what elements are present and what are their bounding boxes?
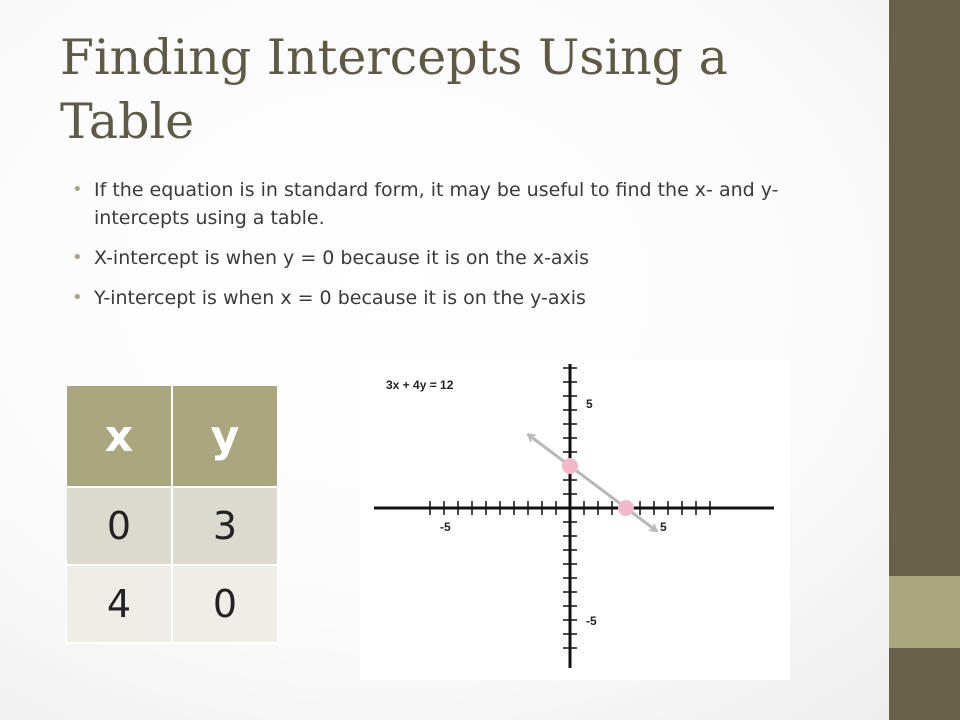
cell-y: 3: [172, 487, 278, 565]
tick-label-x-pos: 5: [660, 520, 667, 534]
table-row: [66, 565, 278, 643]
bullet-y-intercept: • Y-intercept is when x = 0 because it is on the y-axis: [72, 284, 862, 312]
cell-y: 0: [172, 565, 278, 643]
cell-x: 0: [66, 487, 172, 565]
slide-title: Finding Intercepts Using a Table: [60, 29, 728, 150]
equation-label: 3x + 4y = 12: [386, 378, 454, 392]
decorative-accent-block: [889, 576, 960, 648]
graph-canvas: [360, 360, 790, 680]
bullet-list: [72, 176, 862, 324]
bullet-standard-form: • If the equation is in standard form, it may be useful to find the x- and y-intercepts using a table.: [72, 176, 862, 232]
tick-label-x-neg: -5: [440, 520, 451, 534]
cell-x: 4: [66, 565, 172, 643]
x-intercept-point: [618, 500, 634, 516]
tick-label-y-neg: -5: [586, 614, 597, 628]
table-row: [66, 487, 278, 565]
header-x: x: [66, 385, 172, 487]
y-intercept-point: [562, 458, 578, 474]
tick-label-y-pos: 5: [586, 397, 593, 411]
table-header-row: [66, 385, 278, 487]
header-y: y: [172, 385, 278, 487]
coordinate-graph: [360, 360, 790, 680]
equation-line: [528, 435, 657, 532]
intercept-table: [65, 384, 279, 644]
bullet-x-intercept: • X-intercept is when y = 0 because it is on the x-axis: [72, 244, 862, 272]
